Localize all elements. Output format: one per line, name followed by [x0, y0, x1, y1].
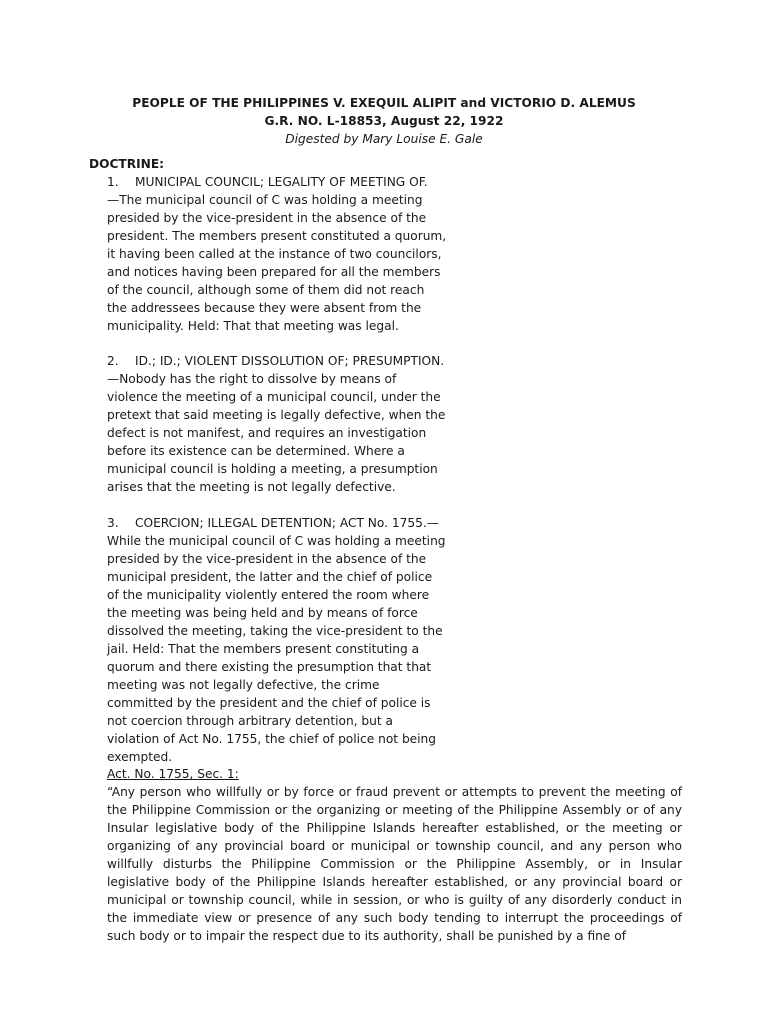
item-title: ID.; ID.; VIOLENT DISSOLUTION OF; PRESUMPTION.: [135, 354, 445, 368]
case-citation: G.R. NO. L-18853, August 22, 1922: [264, 114, 504, 128]
item-number: 1.: [107, 175, 119, 189]
item-body: —The municipal council of C was holding a meeting presided by the vice-president in the absence of the president. The members present constituted a quorum, it having been called at the instance of two councilors, and notices having been prepared for all the members of the council, although some of them did not reach the addressees because they were absent from the municipality. Held: That that meeting was legal.: [107, 193, 447, 333]
item-number: 2.: [107, 354, 119, 368]
case-header: [0, 94, 768, 148]
act-section: [107, 765, 682, 945]
doctrine-item-1: [107, 173, 447, 335]
item-title: COERCION; ILLEGAL DETENTION; ACT No. 1755.—: [135, 516, 439, 530]
case-title: PEOPLE OF THE PHILIPPINES V. EXEQUIL ALIPIT and VICTORIO D. ALEMUS: [132, 96, 636, 110]
item-title: MUNICIPAL COUNCIL; LEGALITY OF MEETING OF.: [135, 175, 428, 189]
doctrine-item-3: [107, 514, 447, 766]
item-body: —Nobody has the right to dissolve by means of violence the meeting of a municipal council, under the pretext that said meeting is legally defective, when the defect is not manifest, and requires an investigation before its existence can be determined. Where a municipal council is holding a meeting, a presumption arises that the meeting is not legally defective.: [107, 372, 446, 494]
doctrine-heading: DOCTRINE:: [89, 157, 165, 171]
digest-author: Digested by Mary Louise E. Gale: [285, 132, 483, 146]
doctrine-item-2: [107, 352, 447, 496]
act-title: Act. No. 1755, Sec. 1:: [107, 767, 239, 781]
item-number: 3.: [107, 516, 119, 530]
act-text: “Any person who willfully or by force or fraud prevent or attempts to prevent the meeting of the Philippine Commission or the organizing or meeting of the Philippine Assembly or of any Insular legislative body of the Philippine Islands hereafter established, or the meeting or organizing of any provincial board or municipal or township council, and any person who willfully disturbs the Philippine Commission or the Philippine Assembly, or in Insular legislative body of the Philippine Islands hereafter established, or any provincial board or municipal or township council, while in session, or who is guilty of any disorderly conduct in the immediate view or presence of any such body tending to interrupt the proceedings of such body or to impair the respect due to its authority, shall be punished by a fine of: [107, 785, 682, 943]
item-body: While the municipal council of C was holding a meeting presided by the vice-president in the absence of the municipal president, the latter and the chief of police of the municipality violently entered the room where the meeting was being held and by means of force dissolved the meeting, taking the vice-president to the jail. Held: That the members present constituting a quorum and there existing the presumption that that meeting was not legally defective, the crime committed by the president and the chief of police is not coercion through arbitrary detention, but a violation of Act No. 1755, the chief of police not being exempted.: [107, 534, 446, 764]
